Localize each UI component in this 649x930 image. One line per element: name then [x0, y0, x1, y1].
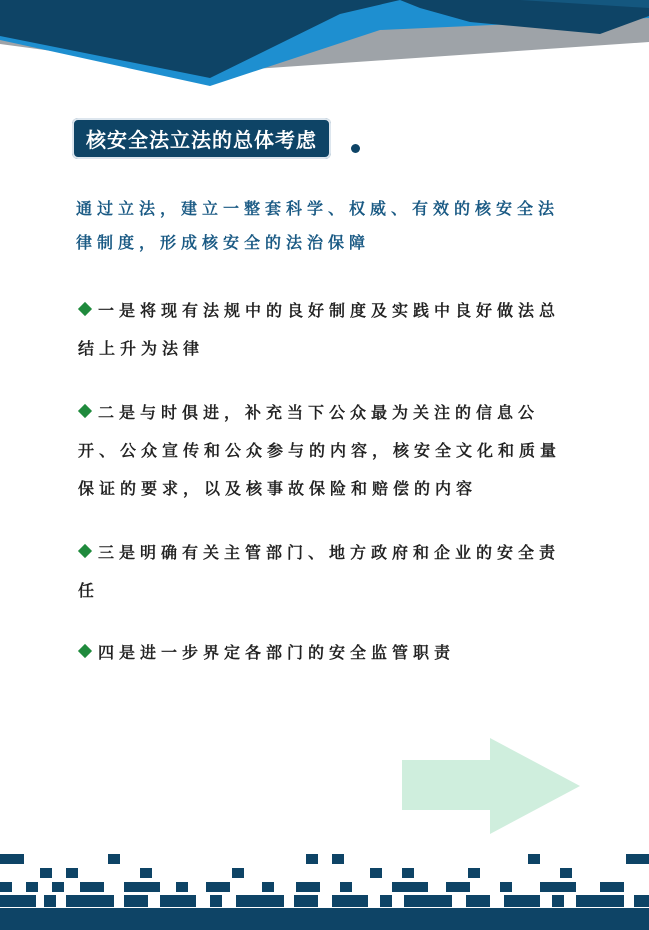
point-item — [78, 394, 568, 508]
point-text: 一是将现有法规中的良好制度及实践中良好做法总结上升为法律 — [78, 301, 561, 358]
point-item — [78, 292, 568, 368]
lead-paragraph: 通过立法，建立一整套科学、权威、有效的核安全法律制度，形成核安全的法治保障 — [76, 199, 560, 252]
diamond-bullet-icon — [78, 302, 92, 316]
point-item — [78, 634, 568, 672]
section-title: 核安全法立法的总体考虑 — [72, 118, 331, 159]
diamond-bullet-icon — [78, 404, 92, 418]
point-item — [78, 534, 568, 610]
diamond-bullet-icon — [78, 644, 92, 658]
footer-pixel-decoration — [0, 848, 649, 930]
right-arrow-icon — [402, 738, 580, 834]
point-text: 四是进一步界定各部门的安全监管职责 — [98, 643, 456, 662]
header-decoration — [0, 0, 649, 100]
point-text: 二是与时俱进，补充当下公众最为关注的信息公开、公众宣传和公众参与的内容，核安全文化和质量保证的要求，以及核事故保险和赔偿的内容 — [78, 403, 562, 498]
diamond-bullet-icon — [78, 544, 92, 558]
title-dot — [351, 144, 360, 153]
point-text: 三是明确有关主管部门、地方政府和企业的安全责任 — [78, 543, 561, 600]
